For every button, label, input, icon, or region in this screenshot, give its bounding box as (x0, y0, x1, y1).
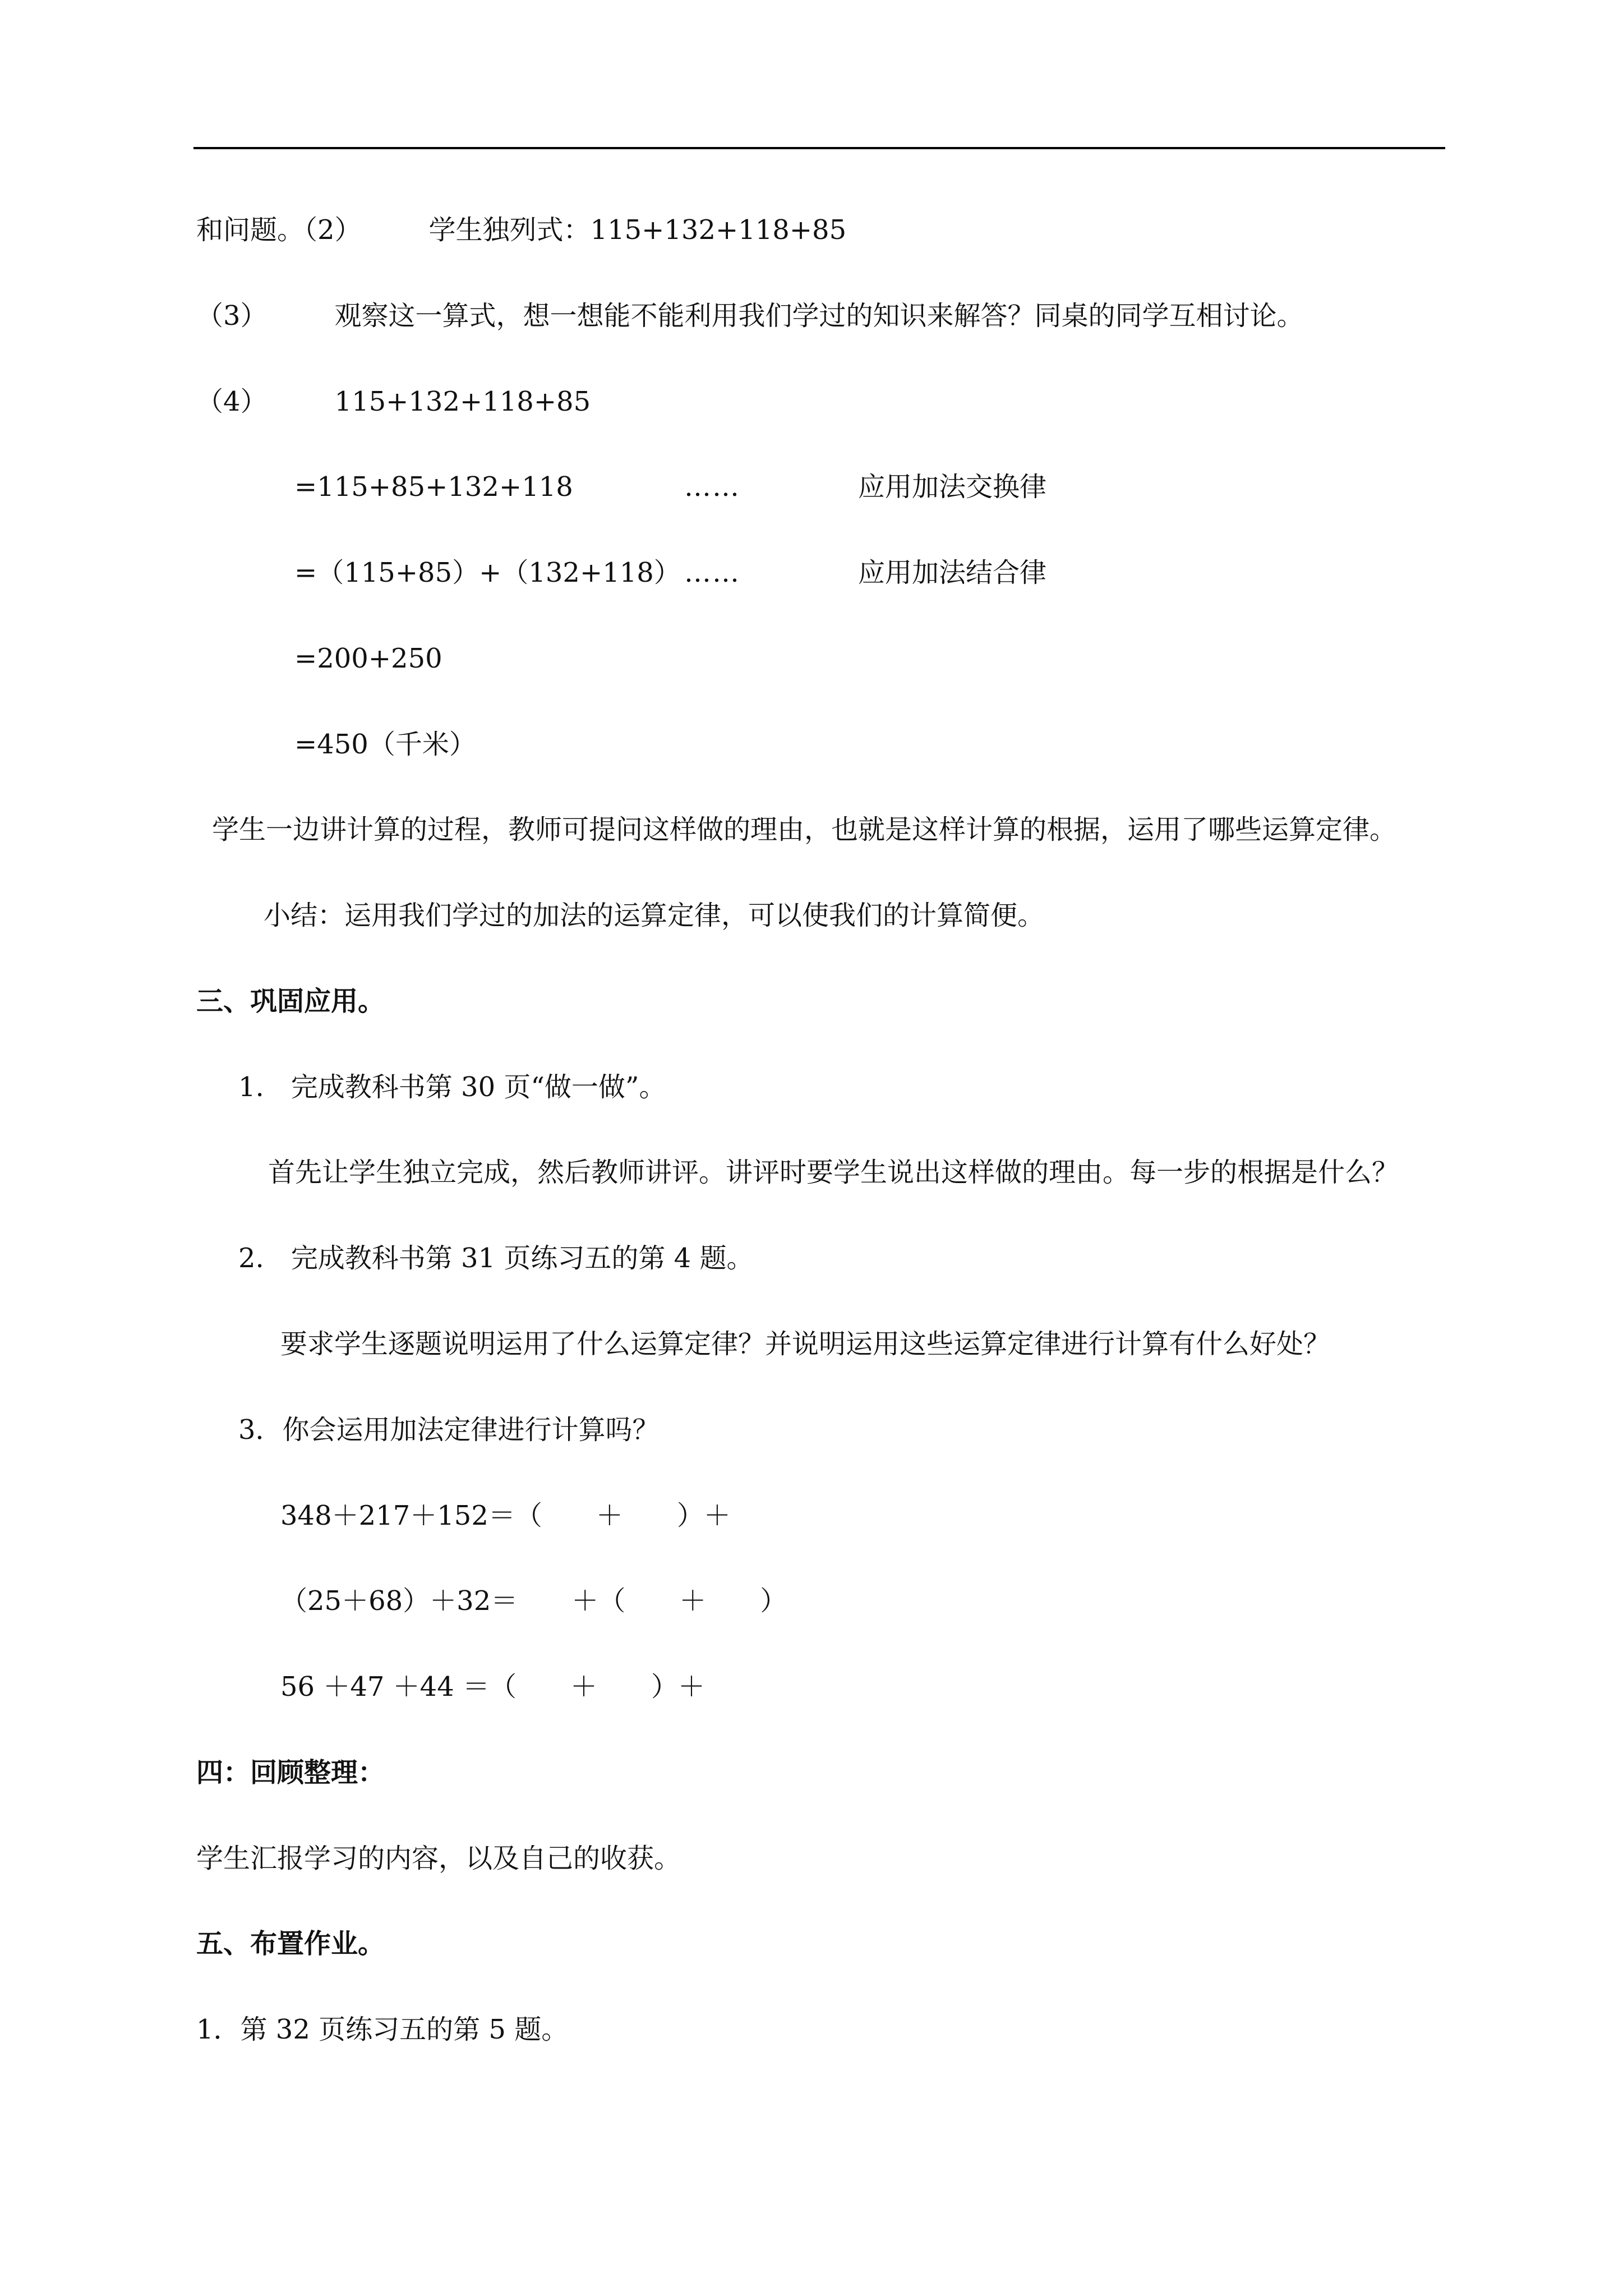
text-line-3: （4） 115+132+118+85 (196, 386, 591, 417)
section-3-item-1-desc: 首先让学生独立完成，然后教师讲评。讲评时要学生说出这样做的理由。每一步的根据是什么？ (268, 1157, 1399, 1188)
step-2-expression: =（115+85）+（132+118） (294, 557, 681, 588)
section-3-item-2: 2. 完成教科书第 31 页练习五的第 4 题。 (238, 1243, 754, 1274)
exercise-2: （25＋68）＋32＝ ＋（ ＋ ） (280, 1585, 787, 1617)
section-3-item-2-desc: 要求学生逐题说明运用了什么运算定律？并说明运用这些运算定律进行计算有什么好处？ (280, 1328, 1331, 1360)
section-5-heading: 五、布置作业。 (196, 1928, 385, 1959)
section-3-heading: 三、巩固应用。 (196, 986, 385, 1017)
step-1-note: 应用加法交换律 (858, 471, 1047, 503)
text-line-4: 学生一边讲计算的过程，教师可提问这样做的理由，也就是这样计算的根据，运用了哪些运算定律。 (212, 814, 1397, 845)
step-4-expression: =450（千米） (294, 729, 476, 760)
step-1-dots: …… (684, 471, 740, 503)
text-line-2: （3） 观察这一算式，想一想能不能利用我们学过的知识来解答？同桌的同学互相讨论。 (196, 300, 1304, 332)
header-rule (193, 147, 1445, 149)
exercise-3: 56 ＋47 ＋44 ＝（ ＋ ）＋ (280, 1671, 706, 1703)
step-2-dots: …… (684, 557, 740, 588)
section-3-item-3: 3．你会运用加法定律进行计算吗？ (238, 1414, 660, 1446)
section-5-item-1: 1．第 32 页练习五的第 5 题。 (196, 2014, 569, 2045)
summary-line: 小结：运用我们学过的加法的运算定律，可以使我们的计算简便。 (264, 900, 1045, 931)
step-1-expression: =115+85+132+118 (294, 471, 573, 503)
exercise-1: 348＋217＋152＝（ ＋ ）＋ (280, 1500, 731, 1531)
step-3-expression: =200+250 (294, 643, 442, 674)
step-2-note: 应用加法结合律 (858, 557, 1047, 588)
text-line-1: 和问题。（2） 学生独列式：115+132+118+85 (196, 214, 847, 246)
section-4-heading: 四：回顾整理： (196, 1757, 385, 1788)
section-3-item-1: 1. 完成教科书第 30 页“做一做”。 (238, 1071, 666, 1103)
section-4-text: 学生汇报学习的内容，以及自己的收获。 (196, 1843, 681, 1874)
